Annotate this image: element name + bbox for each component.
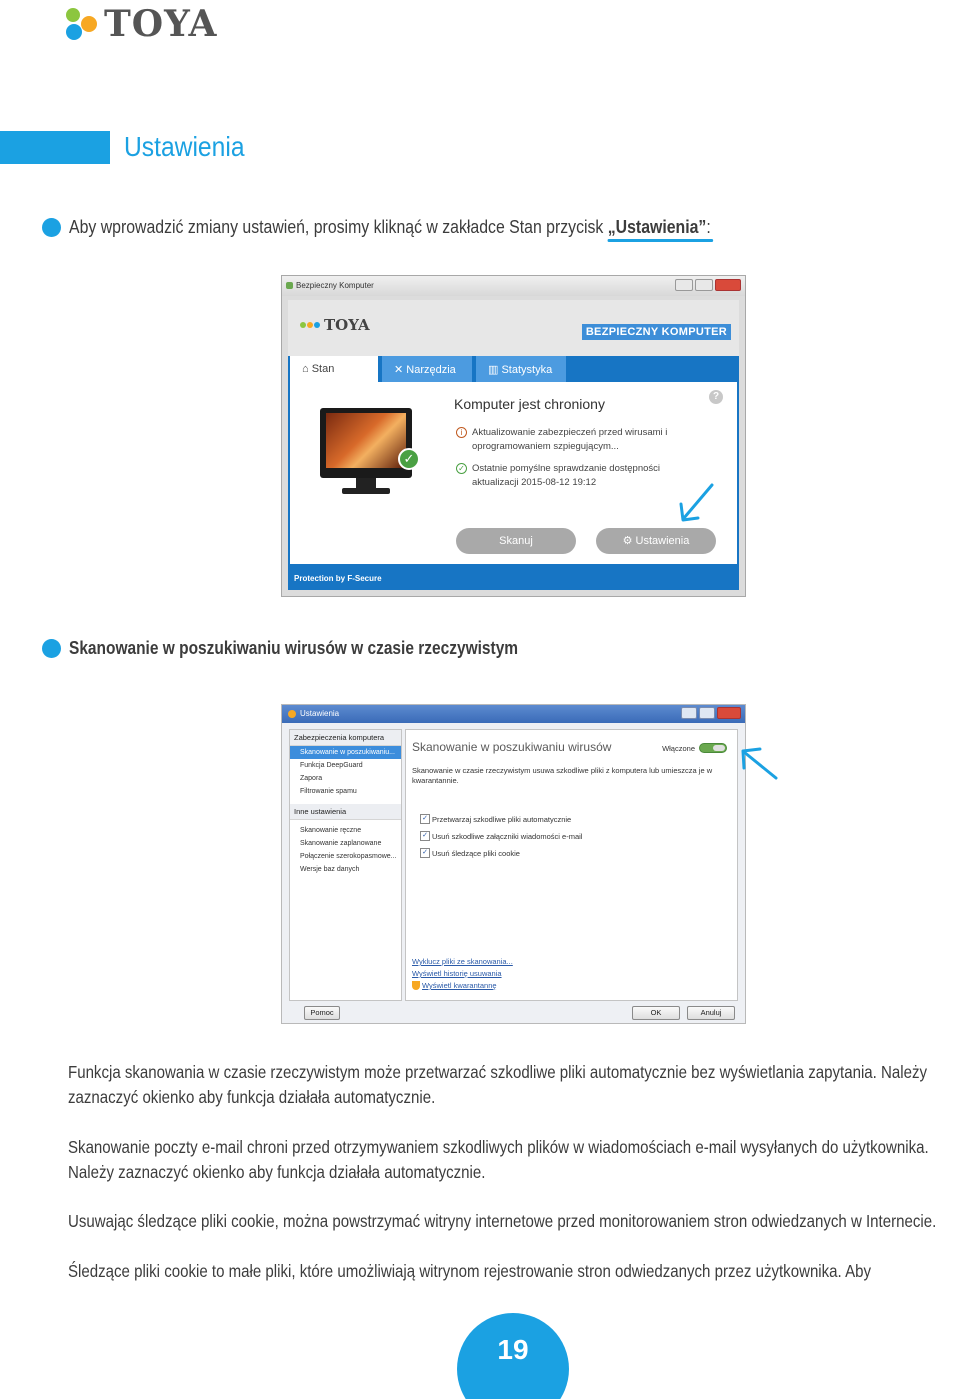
paragraph-email: Skanowanie poczty e-mail chroni przed otrzymywaniem szkodliwych plików w wiadomościach e-mail wysyłanych do użytkownika. Należy zaznaczyć okienko aby funkcja działała automatycznie. [68,1137,929,1182]
bullet-dot-icon [42,639,61,658]
toya-logo [64,4,217,44]
app-body [288,300,739,590]
section-title: Ustawienia [124,131,245,162]
settings-highlight: „Ustawienia” [607,217,707,237]
protected-check-icon: ✓ [398,448,420,470]
close-icon[interactable] [717,707,741,719]
tab-stan[interactable]: ⌂ Stan [290,356,378,382]
link-removal-history[interactable]: Wyświetl historię usuwania [412,969,502,978]
sidebar-group-title: Zabezpieczenia komputera [290,730,401,746]
app-tabs [288,356,739,382]
panel-description: Skanowanie w czasie rzeczywistym usuwa szkodliwe pliki z komputera lub umieszcza je w kwarantannie. [412,766,713,785]
chart-icon: ▥ [488,364,502,376]
settings-button[interactable]: ⚙ Ustawienia [596,528,716,554]
paragraph-realtime: Funkcja skanowania w czasie rzeczywistym może przetwarzać szkodliwe pliki automatycznie bez wyświetlania zapytania. Należy zaznaczyć okienko aby funkcja działała automatycznie. [68,1062,928,1107]
page-number: 19 [497,1334,529,1365]
intro-bullet [42,217,798,238]
logo-dots-icon [64,6,100,42]
sidebar-item-broadband[interactable]: Połączenie szerokopasmowe... [300,853,397,860]
sidebar-item-firewall[interactable]: Zapora [300,775,323,782]
window-controls[interactable] [675,279,741,291]
shield-icon [412,981,420,990]
cancel-button[interactable]: Anuluj [687,1006,735,1020]
app-header [288,300,739,356]
sidebar-item-scheduled-scan[interactable]: Skanowanie zaplanowane [300,840,382,847]
intro-text: Aby wprowadzić zmiany ustawień, prosimy kliknąć w zakładce Stan przycisk „Ustawienia”: [69,217,711,237]
check-auto-process[interactable]: ✓ Przetwarzaj szkodliwe pliki automatycznie [420,815,571,824]
bullet-dot-icon [42,218,61,237]
panel-heading: Skanowanie w poszukiwaniu wirusów [412,740,612,754]
realtime-scan-bullet [42,638,591,659]
maximize-icon[interactable] [699,707,715,719]
link-quarantine[interactable]: Wyświetl kwarantannę [422,981,497,990]
pointer-arrow-icon [738,746,780,782]
window-titlebar: Bezpieczny Komputer [282,276,745,296]
section-accent-bar [0,131,110,164]
realtime-scan-heading: Skanowanie w poszukiwaniu wirusów w czasie rzeczywistym [69,638,519,658]
sidebar-item-manual-scan[interactable]: Skanowanie ręczne [300,827,362,834]
maximize-icon[interactable] [695,279,713,291]
logo-text: TOYA [104,3,218,45]
check-remove-attachments[interactable]: ✓ Usuń szkodliwe załączniki wiadomości e-mail [420,832,582,841]
help-button[interactable]: Pomoc [304,1006,340,1020]
gear-icon: ⚙ [622,535,636,547]
sidebar-item-deepguard[interactable]: Funkcja DeepGuard [300,762,363,769]
monitor-icon [320,408,412,478]
ok-button[interactable]: OK [632,1006,680,1020]
paragraph-cookies: Usuwając śledzące pliki cookie, można powstrzymać witryny internetowe przed monitorowaniem stron odwiedzanych w Internecie. [68,1211,937,1231]
status-line-update: i Aktualizowanie zabezpieczeń przed wirusami i oprogramowaniem szpiegującym... [454,426,704,454]
status-line-last-check: ✓ Ostatnie pomyślne sprawdzanie dostępności aktualizacji 2015-08-12 19:12 [454,462,704,490]
link-exclude-files[interactable]: Wyklucz pliki ze skanowania... [412,957,513,966]
window-controls[interactable] [681,707,741,719]
pointer-arrow-icon [676,482,716,526]
home-icon: ⌂ [302,363,312,375]
app-logo: TOYA [300,316,370,334]
sidebar-item-spam-filter[interactable]: Filtrowanie spamu [300,788,357,795]
tab-statystyka[interactable]: ▥ Statystyka [476,356,566,382]
window-titlebar: Ustawienia [282,705,745,723]
status-panel [290,382,737,564]
scan-button[interactable]: Skanuj [456,528,576,554]
enabled-toggle[interactable] [699,743,727,753]
sidebar-group-title: Inne ustawienia [290,804,401,820]
settings-main-panel [405,729,738,1001]
minimize-icon[interactable] [681,707,697,719]
close-icon[interactable] [715,279,741,291]
check-remove-cookies[interactable]: ✓ Usuń śledzące pliki cookie [420,849,520,858]
settings-window-screenshot [281,704,746,1024]
minimize-icon[interactable] [675,279,693,291]
enabled-label: Włączone [662,744,695,753]
settings-sidebar [289,729,402,1001]
tools-icon: ✕ [394,364,407,376]
product-brand: BEZPIECZNY KOMPUTER [582,324,731,340]
ok-icon: ✓ [456,463,467,474]
status-window-screenshot [281,275,746,597]
protection-footer: Protection by F-Secure [294,574,382,583]
help-icon[interactable]: ? [709,390,723,404]
sidebar-item-db-versions[interactable]: Wersje baz danych [300,866,360,873]
sidebar-item-realtime-scan[interactable]: Skanowanie w poszukiwaniu... [290,746,401,759]
tab-narzedzia[interactable]: ✕ Narzędzia [382,356,472,382]
info-icon: i [456,427,467,438]
paragraph-tracking-cookies: Śledzące pliki cookie to małe pliki, które umożliwiają witrynom rejestrowanie stron odwiedzanych przez użytkownika. Aby [68,1261,872,1281]
status-title: Komputer jest chroniony [454,396,605,412]
